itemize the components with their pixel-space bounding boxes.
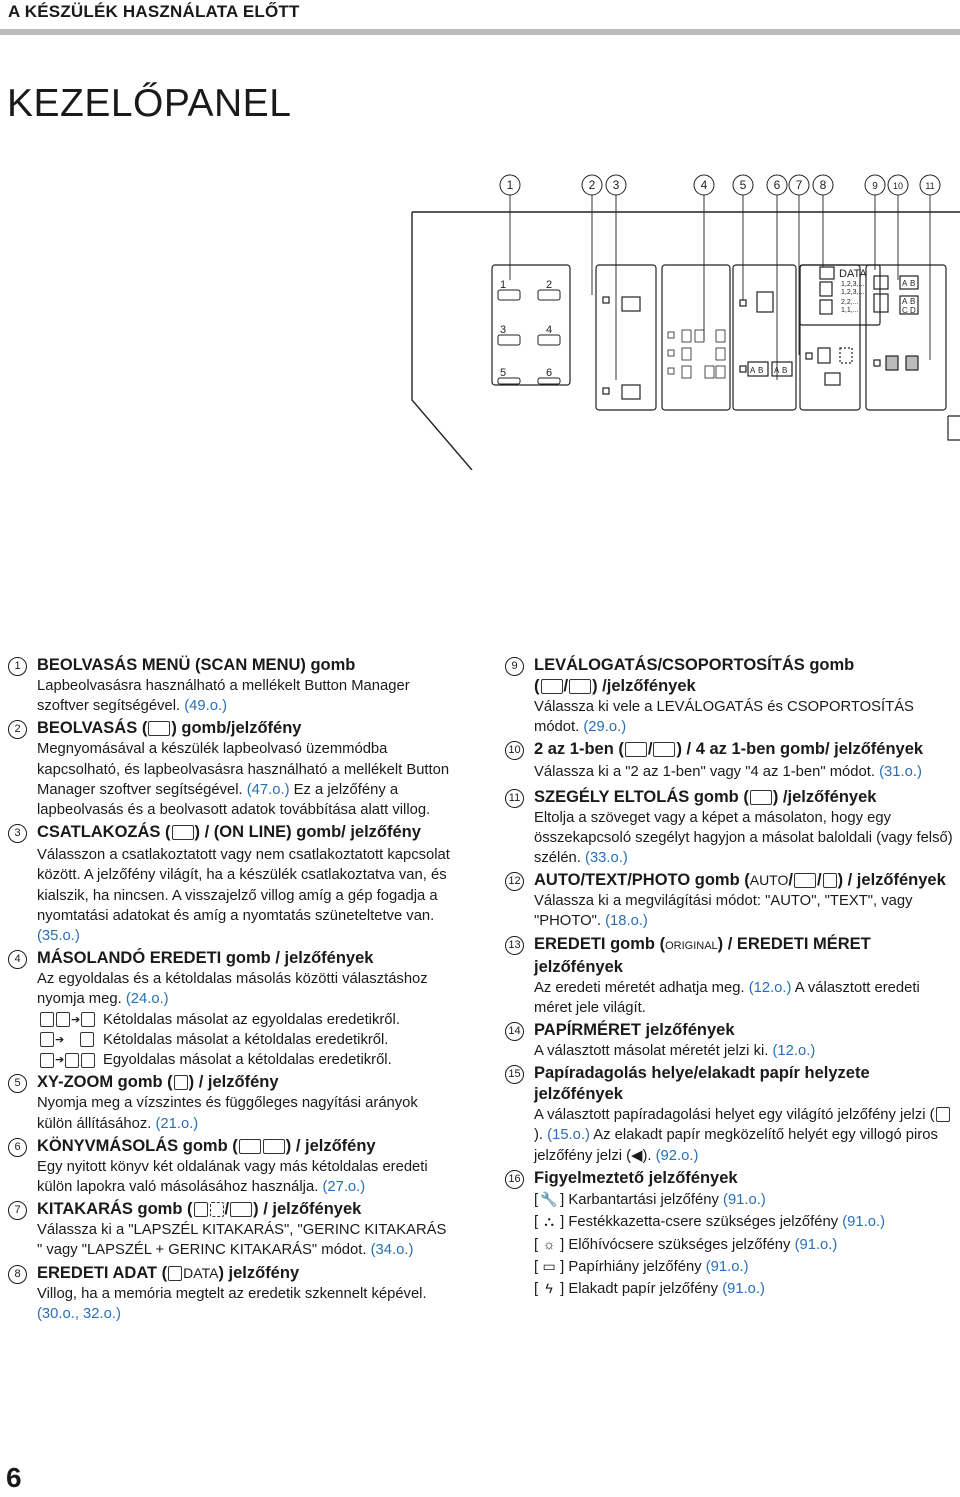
toner-icon: ⛬ (544, 1213, 555, 1230)
entry-paper-size (505, 1020, 955, 1061)
callout-7: 7 (795, 178, 803, 192)
entry-number: 12 (505, 872, 524, 891)
page-reference[interactable]: (91.o.) (794, 1236, 838, 1253)
original-icon: ORIGINAL (665, 939, 718, 952)
entry-description: A választott papíradagolási helyet egy világító jelzőfény jelzi (). (15.o.) Az elakadt papír megközelítő helyét egy villogó piros jelzőfény jelzi (◀). (92.o.) (534, 1105, 955, 1166)
callout-9: 9 (872, 181, 878, 192)
single-sided-icon (40, 1012, 54, 1027)
page-reference[interactable]: (91.o.) (705, 1259, 749, 1276)
page-reference[interactable]: (91.o.) (842, 1214, 886, 1231)
center-erase-icon (230, 1202, 252, 1217)
svg-text:2: 2 (546, 279, 553, 291)
entry-number: 16 (505, 1170, 524, 1189)
jam-arrow-icon: ◀ (631, 1147, 643, 1164)
svg-text:6: 6 (546, 367, 553, 379)
page-reference[interactable]: (21.o.) (155, 1115, 199, 1132)
entry-number: 15 (505, 1065, 524, 1084)
entry-heading: MÁSOLANDÓ EREDETI gomb / jelzőfények (37, 949, 374, 968)
book-copy-icon (239, 1139, 261, 1154)
xy-zoom-icon (174, 1075, 188, 1090)
entry-heading: Papíradagolás helye/elakadt papír helyzete jelzőfények (534, 1064, 870, 1104)
developer-icon: ☼ (542, 1235, 556, 1252)
xy-zoom-book-buttons (733, 265, 796, 410)
callout-8: 8 (819, 178, 827, 192)
group-icon (569, 679, 591, 694)
svg-text:2,2,...: 2,2,... (841, 299, 859, 306)
entry-description: Egy nyitott könyv két oldalának vagy más kétoldalas eredeti külön lapokra való másolásához használja. (27.o.) (37, 1158, 428, 1195)
svg-text:5: 5 (500, 367, 507, 379)
original-mode-button (662, 265, 730, 410)
entry-number: 8 (8, 1265, 27, 1284)
duplex-icon (81, 1012, 95, 1027)
entry-number: 7 (8, 1201, 27, 1220)
entry-heading: EREDETI gomb (ORIGINAL) / EREDETI MÉRET jelzőfények (534, 934, 871, 976)
page-reference[interactable]: (34.o.) (370, 1242, 414, 1259)
page-reference[interactable]: (92.o.) (655, 1147, 699, 1164)
text-mode-icon (794, 873, 816, 888)
svg-text:B: B (758, 366, 764, 375)
entry-description: Villog, ha a memória megtelt az eredetik szkennelt képével. (30.o., 32.o.) (37, 1285, 427, 1322)
svg-text:1,2,3,...: 1,2,3,... (841, 289, 865, 296)
entry-number: 2 (8, 720, 27, 739)
entry-number: 10 (505, 741, 524, 760)
page-reference[interactable]: (35.o.) (37, 928, 80, 945)
left-column (8, 655, 452, 1324)
entry-heading: SZEGÉLY ELTOLÁS gomb ( ) /jelzőfények (534, 787, 877, 806)
entry-description: A választott másolat méretét jelzi ki. (12.o.) (534, 1043, 816, 1060)
header-rule (0, 29, 960, 35)
entry-paper-feed (505, 1063, 955, 1166)
photo-mode-icon (823, 873, 837, 888)
entry-heading: 2 az 1-ben ( / ) / 4 az 1-ben gomb/ jelzőfények (534, 740, 924, 759)
callout-6: 6 (773, 178, 781, 192)
duplex-icon (40, 1053, 54, 1068)
control-panel-diagram (400, 170, 960, 470)
entry-heading: EREDETI ADAT ( DATA) jelzőfény (37, 1263, 300, 1282)
entry-n-up (505, 739, 955, 782)
entry-number: 14 (505, 1022, 524, 1041)
entry-description: Válassza ki a megvilágítási módot: "AUTO", "TEXT", vagy "PHOTO". (18.o.) (534, 893, 913, 930)
entry-number: 13 (505, 936, 524, 955)
warning-toner: [ ⛬ ] Festékkazetta-csere szükséges jelzőfény (91.o.) (534, 1211, 955, 1233)
entry-erase (8, 1199, 452, 1260)
margin-shift-icon (750, 790, 772, 805)
callout-5: 5 (739, 178, 747, 192)
entry-heading: AUTO/TEXT/PHOTO gomb (AUTO/ / ) / jelzőfények (534, 871, 946, 890)
entry-description: Az egyoldalas és a kétoldalas másolás közötti választáshoz nyomja meg. (24.o.) (37, 971, 428, 1008)
svg-text:A: A (902, 279, 908, 288)
mode-2-to-1: ➔ Egyoldalas másolat a kétoldalas eredetikről. (37, 1050, 452, 1070)
entry-description: Válassza ki a "LAPSZÉL KITAKARÁS", "GERINC KITAKARÁS " vagy "LAPSZÉL + GERINC KITAKARÁS" módot. (34.o.) (37, 1222, 447, 1259)
page-reference[interactable]: (47.o.) (246, 781, 290, 798)
page-reference[interactable]: (30.o., 32.o.) (37, 1305, 121, 1322)
callout-3: 3 (612, 178, 620, 192)
page-reference[interactable]: (27.o.) (322, 1178, 366, 1195)
entry-heading: KÖNYVMÁSOLÁS gomb ( ) / jelzőfény (37, 1136, 376, 1155)
sort-icon (541, 679, 563, 694)
entry-number: 1 (8, 657, 27, 676)
entry-online (8, 822, 452, 946)
page-reference[interactable]: (29.o.) (583, 719, 627, 736)
edge-erase-icon (194, 1202, 208, 1217)
svg-text:A: A (902, 297, 908, 306)
warning-paper-out: [ ▭ ] Papírhiány jelzőfény (91.o.) (534, 1256, 955, 1278)
page-reference[interactable]: (12.o.) (772, 1043, 816, 1060)
entry-description: Válasszon a csatlakoztatott vagy nem csatlakoztatott kapcsolat között. A jelzőfény világít, ha a készülék csatlakoztatva van, és kialszik, ha nincsen. A visszajelző villog amíg a gép fogadja a nyomtatási adatokat és amíg a nyomtatás szüneteltetve van. (35.o.) (37, 847, 450, 945)
entry-heading-line2: ( / ) /jelzőfények (534, 677, 696, 695)
section-header: A KÉSZÜLÉK HASZNÁLATA ELŐTT (8, 2, 300, 21)
entry-book-copy (8, 1136, 452, 1197)
page-reference[interactable]: (91.o.) (722, 1281, 765, 1298)
svg-text:B: B (910, 297, 916, 306)
entry-description: Eltolja a szöveget vagy a képet a másolaton, hogy egy összekapcsoló szegélyt hagyjon a másolat baloldali (vagy felső) szélén. (33.o.) (534, 809, 953, 867)
entry-heading: BEOLVASÁS MENÜ (SCAN MENU) gomb (37, 656, 356, 674)
entry-warnings (505, 1168, 955, 1301)
entry-heading: CSATLAKOZÁS ( ) / (ON LINE) gomb/ jelzőfény (37, 823, 421, 842)
callout-4: 4 (700, 178, 708, 192)
data-icon (168, 1266, 182, 1281)
entry-heading: XY-ZOOM gomb ( ) / jelzőfény (37, 1073, 279, 1092)
svg-text:A: A (750, 366, 756, 375)
callout-11: 11 (925, 181, 935, 191)
svg-text:D: D (910, 306, 916, 315)
online-icon (172, 825, 194, 840)
callout-2: 2 (588, 178, 596, 192)
page-number: 6 (6, 1462, 22, 1493)
callout-10: 10 (892, 181, 904, 191)
entry-description: Válassza ki a "2 az 1-ben" vagy "4 az 1-ben" módot. (31.o.) (534, 764, 922, 781)
data-indicator-label: DATA (839, 268, 867, 280)
entry-description: Válassza ki vele a LEVÁLOGATÁS és CSOPORTOSÍTÁS módot. (29.o.) (534, 699, 914, 736)
page-reference[interactable]: (49.o.) (184, 698, 227, 715)
page-reference[interactable]: (31.o.) (879, 764, 922, 781)
entry-original-data (8, 1263, 452, 1324)
entry-heading: BEOLVASÁS ( ) gomb/jelzőfény (37, 719, 302, 738)
duplex-icon (40, 1032, 54, 1047)
svg-text:B: B (782, 366, 788, 375)
entry-description: Megnyomásával a készülék lapbeolvasó üzemmódba kapcsolható, és lapbeolvasásra használható a mellékelt Button Manager szoftver segítségével. (47.o.) Ez a jelzőfény a lapbeolvasás és a beolvasott adatok továbbítása alatt villog. (37, 741, 450, 819)
page-reference[interactable]: (15.o.) (547, 1127, 590, 1144)
entry-original-size (505, 934, 955, 1018)
entry-scan (8, 718, 452, 820)
entry-scan-menu (8, 655, 452, 716)
page-reference[interactable]: (18.o.) (605, 913, 648, 930)
mode-2-to-2: ➔ Kétoldalas másolat a kétoldalas eredetikről. (37, 1030, 452, 1050)
entry-number: 9 (505, 657, 524, 676)
entry-description: Nyomja meg a vízszintes és függőleges nagyítási arányok külön állításához. (21.o.) (37, 1095, 418, 1132)
svg-text:4: 4 (546, 324, 553, 336)
svg-text:1,2,3,...: 1,2,3,... (841, 281, 865, 288)
entry-heading: KITAKARÁS gomb ( / ) / jelzőfények (37, 1200, 362, 1219)
page-reference[interactable]: (33.o.) (585, 850, 628, 867)
maintenance-icon: 🔧 (540, 1190, 558, 1207)
svg-text:A: A (774, 366, 780, 375)
tray-icon (936, 1107, 950, 1122)
entry-description: Lapbeolvasásra használható a mellékelt Button Manager szoftver segítségével. (49.o.) (37, 678, 410, 715)
four-in-one-icon (653, 742, 675, 757)
paper-out-icon: ▭ (542, 1258, 556, 1275)
svg-text:C: C (902, 306, 908, 315)
entry-heading: LEVÁLOGATÁS/CSOPORTOSÍTÁS gomb (534, 656, 855, 674)
svg-text:1,1,...: 1,1,... (841, 307, 859, 314)
entry-number: 11 (505, 789, 524, 808)
svg-text:3: 3 (500, 324, 507, 336)
page-reference[interactable]: (91.o.) (723, 1191, 766, 1208)
entry-original-mode (8, 948, 452, 1070)
page-reference[interactable]: (24.o.) (125, 991, 169, 1008)
svg-text:B: B (910, 279, 916, 288)
entry-number: 5 (8, 1074, 27, 1093)
right-column (505, 655, 955, 1301)
callout-1: 1 (506, 178, 514, 192)
scan-icon (148, 721, 170, 736)
warning-paper-jam: [ ϟ ] Elakadt papír jelzőfény (91.o.) (534, 1278, 955, 1300)
page-reference[interactable]: (12.o.) (748, 979, 792, 996)
entry-margin-shift (505, 787, 955, 869)
two-in-one-icon (625, 742, 647, 757)
entry-number: 3 (8, 824, 27, 843)
page-title: KEZELŐPANEL (7, 82, 292, 125)
svg-text:1: 1 (500, 279, 507, 291)
entry-number: 4 (8, 950, 27, 969)
entry-number: 6 (8, 1138, 27, 1157)
entry-heading: Figyelmeztető jelzőfények (534, 1168, 738, 1187)
entry-heading: PAPÍRMÉRET jelzőfények (534, 1021, 735, 1040)
entry-sort-group (505, 655, 955, 737)
mode-1-to-2: ➔ Kétoldalas másolat az egyoldalas eredetikről. (37, 1010, 452, 1030)
entry-xy-zoom (8, 1072, 452, 1133)
paper-jam-icon: ϟ (545, 1280, 553, 1297)
entry-exposure (505, 870, 955, 931)
entry-description: Az eredeti méretét adhatja meg. (12.o.) A választott eredeti méret jele világít. (534, 979, 920, 1016)
warning-maintenance: [ 🔧 ] Karbantartási jelzőfény (91.o.) (534, 1189, 955, 1211)
warning-developer: [ ☼ ] Előhívócsere szükséges jelzőfény (91.o.) (534, 1234, 955, 1256)
